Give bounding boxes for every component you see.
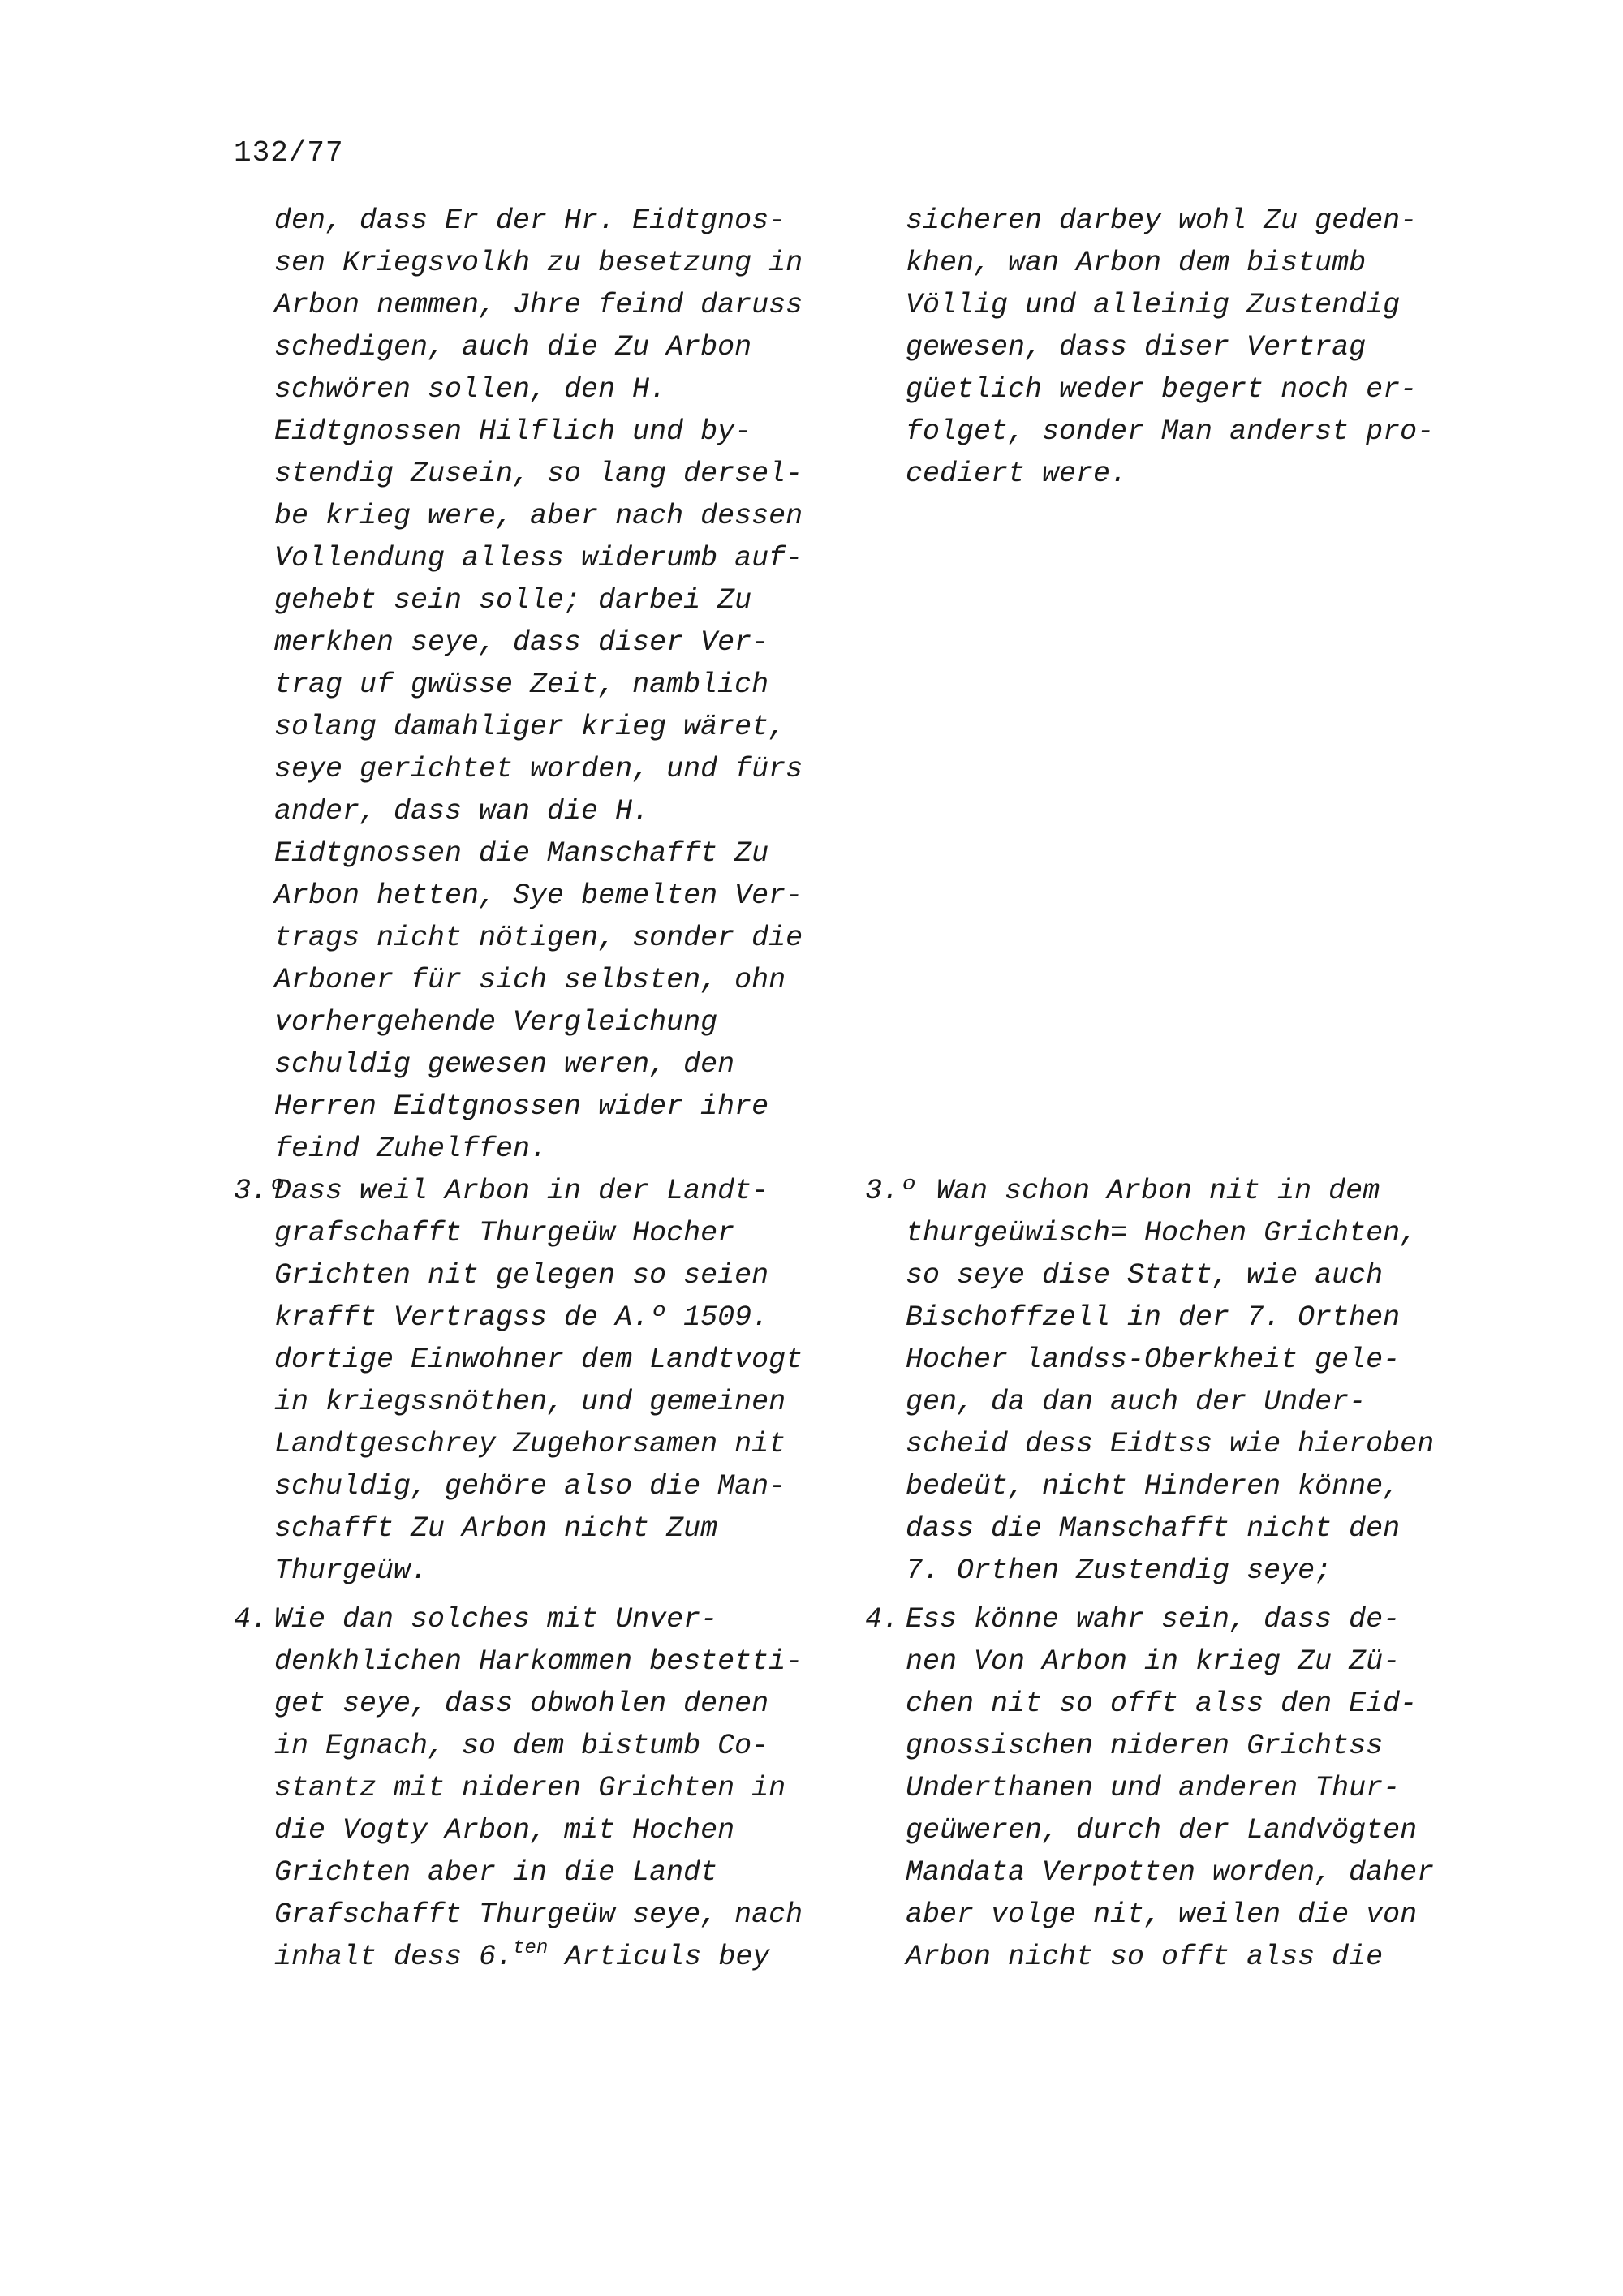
text-line: grafschafft Thurgeüw Hocher [274,1217,735,1249]
text-line: Mandata Verpotten worden, daher [906,1856,1435,1889]
text-line: schwören sollen, den H. [274,373,667,406]
text-line: vorhergehende Vergleichung [274,1006,718,1038]
text-line: geüweren, durch der Landvögten [906,1814,1418,1847]
item3-left-text [274,1170,803,1592]
item-number: 4. [865,1603,900,1636]
text-line: Arbon nemmen, Jhre feind daruss [274,289,803,321]
text-line: Herren Eidtgnossen wider ihre [274,1090,769,1123]
text-line: Eidtgnossen die Manschafft Zu [274,837,769,870]
text-line: Grichten aber in die Landt [274,1856,718,1889]
text-line: in kriegssnöthen, und gemeinen [274,1386,786,1418]
superscript: ten [513,1937,549,1959]
text-line: sicheren darbey wohl Zu geden- [906,204,1418,237]
right-column-continuation [906,200,1434,495]
text-line: seye gerichtet worden, und fürs [274,753,803,785]
text-line: dortige Einwohner dem Landtvogt [274,1344,803,1376]
text-line: bedeüt, nicht Hinderen könne, [906,1470,1401,1503]
text-line: ander, dass wan die H. [274,795,650,828]
text-line: schuldig, gehöre also die Man- [274,1470,786,1503]
text-line: nen Von Arbon in krieg Zu Zü- [906,1645,1401,1678]
text-line: güetlich weder begert noch er- [906,373,1418,406]
text-line: scheid dess Eidtss wie hieroben [906,1428,1435,1460]
text-line: trag uf gwüsse Zeit, namblich [274,669,769,701]
item4-right-text [906,1598,1434,1978]
text-line: gnossischen nideren Grichtss [906,1730,1384,1762]
text-line: trags nicht nötigen, sonder die [274,922,803,954]
text-line: Bischoffzell in der 7. Orthen [906,1301,1401,1334]
text-line: denkhlichen Harkommen bestetti- [274,1645,803,1678]
text-line: Wan schon Arbon nit in dem [936,1175,1380,1207]
item3-right-text [906,1170,1434,1592]
text-line: solang damahliger krieg wäret, [274,711,786,743]
text-line: Ess könne wahr sein, dass de- [906,1603,1401,1636]
item-number: 4. [234,1603,269,1636]
text-line: Grafschafft Thurgeüw seye, nach [274,1898,803,1931]
text-fragment: inhalt dess 6. [274,1941,514,1973]
text-line: so seye dise Statt, wie auch [906,1259,1384,1292]
text-line: be krieg were, aber nach dessen [274,500,803,532]
text-line: Underthanen und anderen Thur- [906,1772,1401,1804]
text-line: Arbon hetten, Sye bemelten Ver- [274,879,803,912]
text-line: Grichten nit gelegen so seien [274,1259,769,1292]
text-line: folget, sonder Man anderst pro- [906,415,1435,448]
text-line: schafft Zu Arbon nicht Zum [274,1512,718,1545]
text-line: get seye, dass obwohlen denen [274,1688,769,1720]
text-line: stantz mit nideren Grichten in [274,1772,786,1804]
text-line: in Egnach, so dem bistumb Co- [274,1730,769,1762]
text-line: Hocher landss-Oberkheit gele- [906,1344,1401,1376]
text-line: merkhen seye, dass diser Ver- [274,626,769,659]
text-line: thurgeüwisch= Hochen Grichten, [906,1217,1418,1249]
item4-left-text [274,1598,803,1978]
text-line: gen, da dan auch der Under- [906,1386,1367,1418]
text-fragment: Articuls bey [548,1941,770,1973]
text-line: aber volge nit, weilen die von [906,1898,1418,1931]
text-line: Dass weil Arbon in der Landt- [274,1175,769,1207]
text-line: dass die Manschafft nicht den [906,1512,1401,1545]
left-column-continuation [274,200,803,1170]
text-line: stendig Zusein, so lang dersel- [274,458,803,490]
text-line: den, dass Er der Hr. Eidtgnos- [274,204,786,237]
text-line: Eidtgnossen Hilflich und by- [274,415,752,448]
text-line: Thurgeüw. [274,1554,428,1587]
text-line: gewesen, dass diser Vertrag [906,331,1367,363]
text-line: gehebt sein solle; darbei Zu [274,584,752,617]
text-line: Völlig und alleinig Zustendig [906,289,1401,321]
text-line: schuldig gewesen weren, den [274,1048,735,1081]
text-line: krafft Vertragss de A.º 1509. [274,1301,769,1334]
text-line: die Vogty Arbon, mit Hochen [274,1814,735,1847]
text-line: schedigen, auch die Zu Arbon [274,331,752,363]
text-line: Vollendung alless widerumb auf- [274,542,803,574]
item-number: 3.º [865,1175,917,1207]
text-line: khen, wan Arbon dem bistumb [906,247,1367,279]
page-number: 132/77 [234,136,344,170]
text-line: chen nit so offt alss den Eid- [906,1688,1418,1720]
text-line: Wie dan solches mit Unver- [274,1603,718,1636]
text-line: Landtgeschrey Zugehorsamen nit [274,1428,786,1460]
item-number: 3.º [234,1175,286,1207]
text-line: 7. Orthen Zustendig seye; [906,1554,1332,1587]
text-line: Arboner für sich selbsten, ohn [274,964,786,996]
text-line: sen Kriegsvolkh zu besetzung in [274,247,803,279]
text-line: cediert were. [906,458,1128,490]
text-line: feind Zuhelffen. [274,1133,548,1165]
text-line: Arbon nicht so offt alss die [906,1941,1384,1973]
text-line-with-superscript [274,1936,803,1978]
